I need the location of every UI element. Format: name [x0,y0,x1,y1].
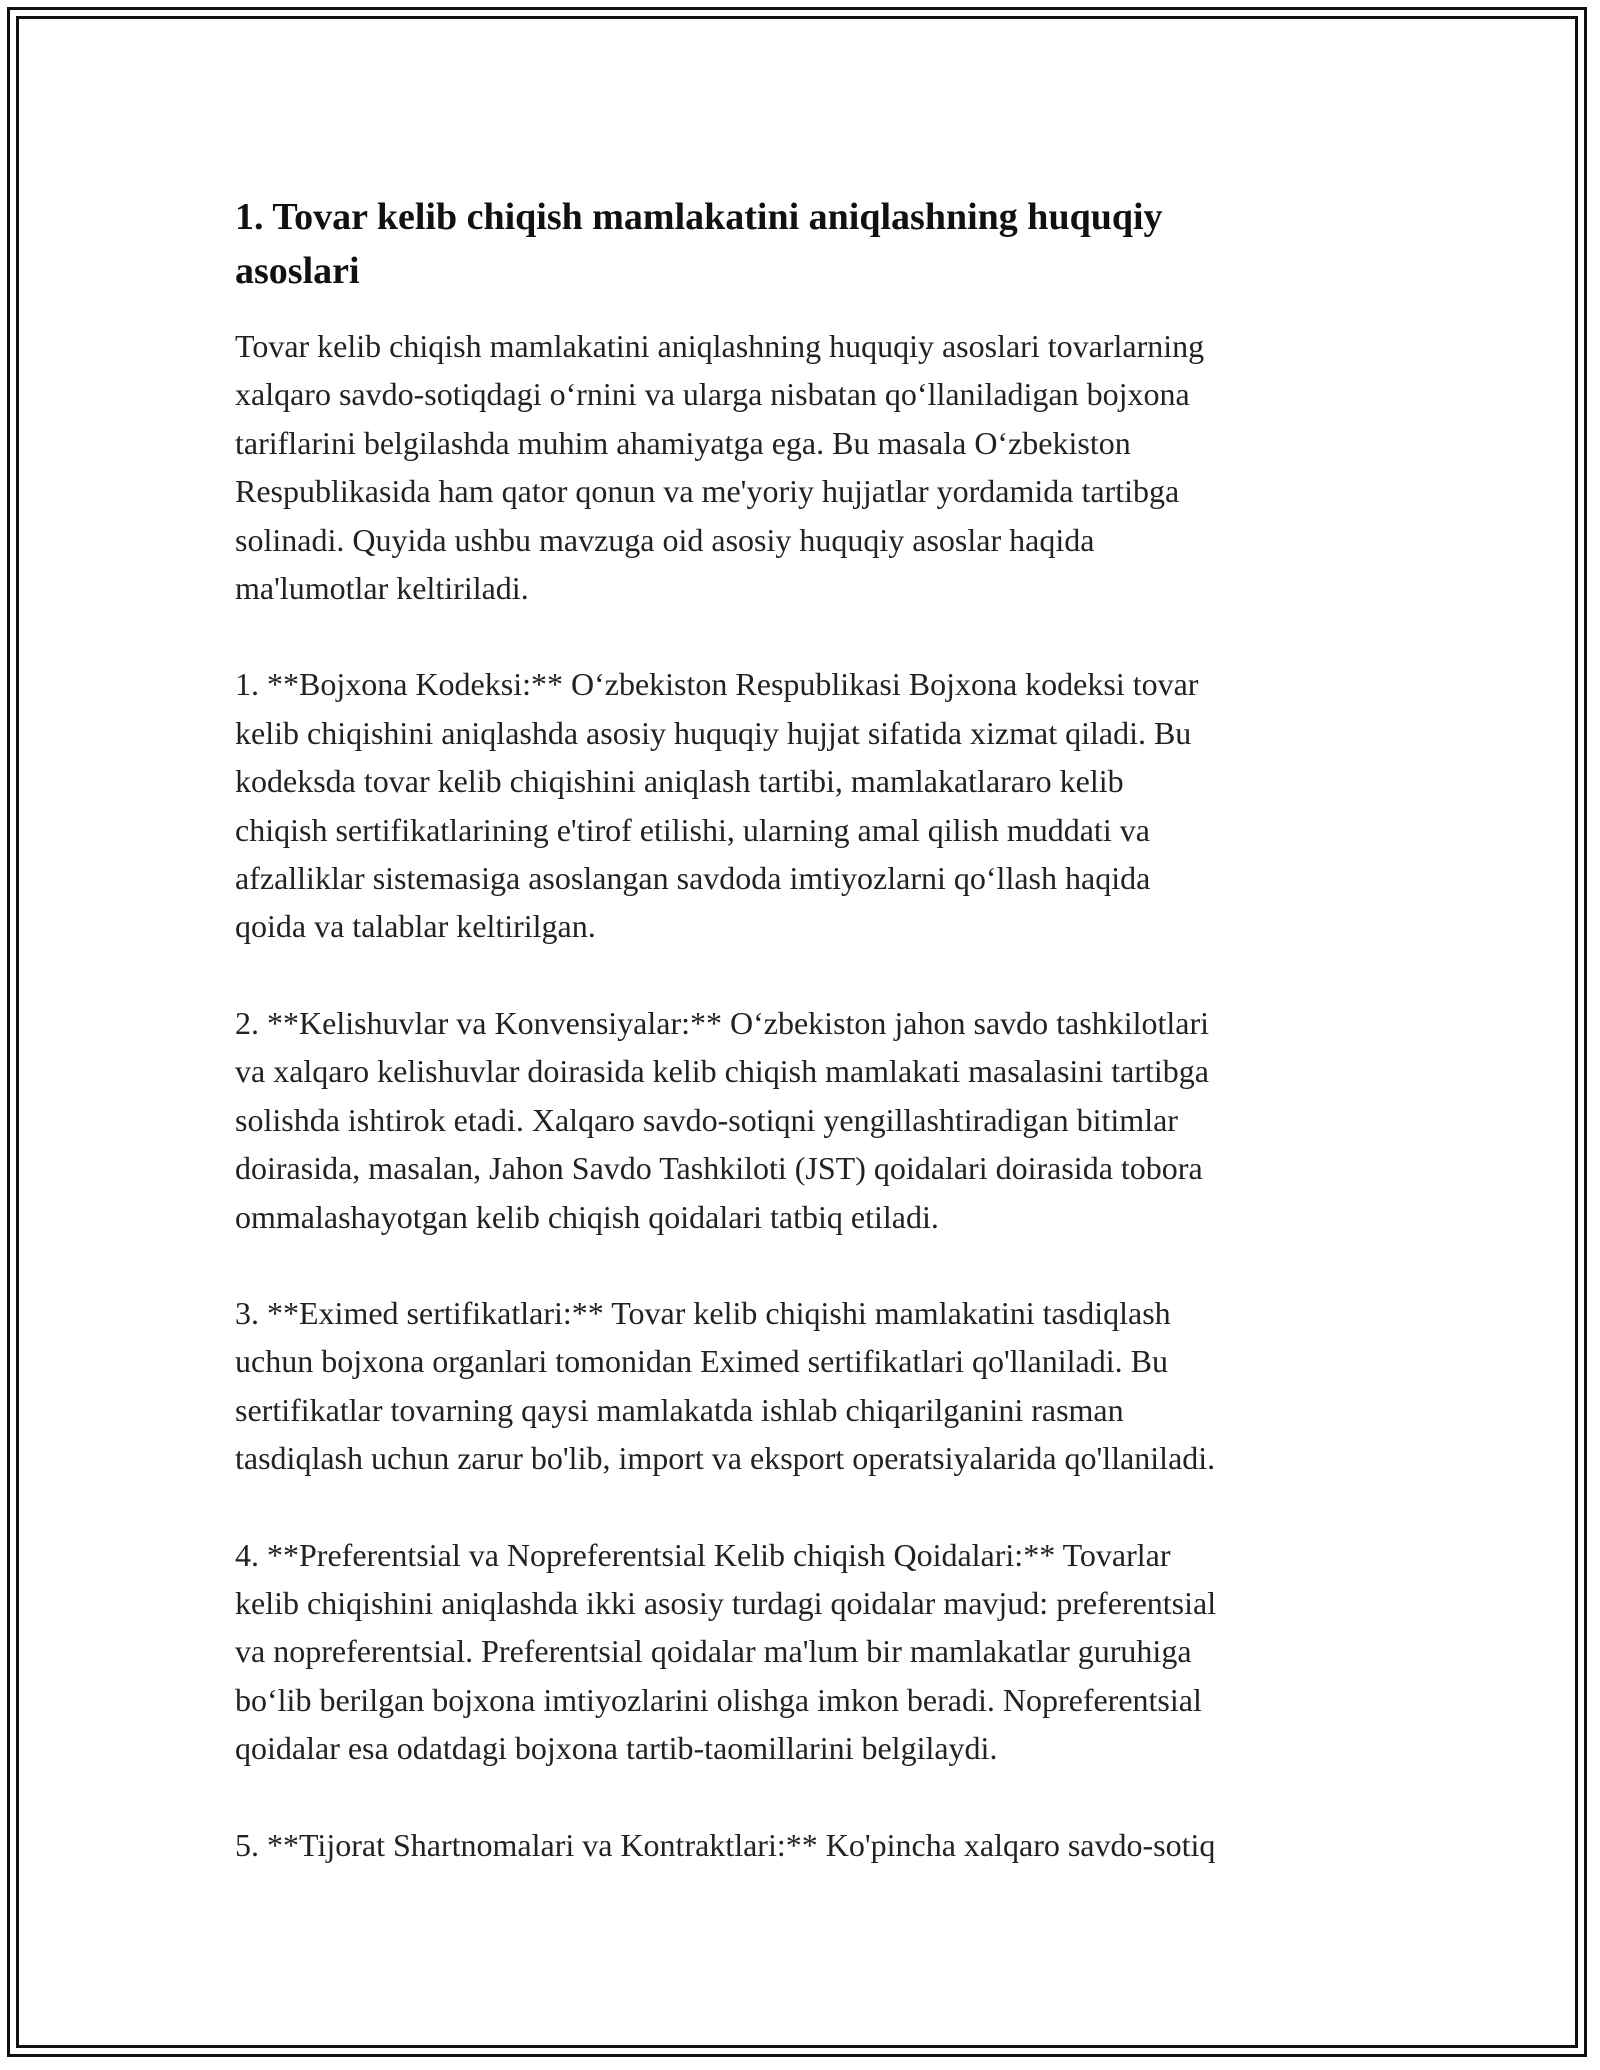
list-item-preferentsial: 4. **Preferentsial va Nopreferentsial Kelib chiqish Qoidalari:** Tovarlar kelib chiqishini aniqlashda ikki asosiy turdagi qoidalar mavjud: preferentsial va nopreferentsial. Preferentsial qoidalar ma'lum bir mamlakatlar guruhiga bo‘lib berilgan bojxona imtiyozlarini olishga imkon beradi. Nopreferentsial qoidalar esa odatdagi bojxona tartib-taomillarini belgilaydi. [235,1536,1217,1767]
list-item-bojxona-kodeksi: 1. **Bojxona Kodeksi:** O‘zbekiston Respublikasi Bojxona kodeksi tovar kelib chiqishini aniqlashda asosiy huquqiy hujjat sifatida xizmat qiladi. Bu kodeksda tovar kelib chiqishini aniqlash tartibi, mamlakatlararo kelib chiqish sertifikatlarining e'tirof etilishi, ularning amal qilish muddati va afzalliklar sistemasiga asoslangan savdoda imtiyozlarni qo‘llash haqida qoida va talablar keltirilgan. [235,666,1199,945]
list-item-kelishuvlar: 2. **Kelishuvlar va Konvensiyalar:** O‘zbekiston jahon savdo tashkilotlari va xalqaro kelishuvlar doirasida kelib chiqish mamlakati masalasini tartibga solishda ishtirok etadi. Xalqaro savdo-sotiqni yengillashtiradigan bitimlar doirasida, masalan, Jahon Savdo Tashkiloti (JST) qoidalari doirasida tobora ommalashayotgan kelib chiqish qoidalari tatbiq etiladi. [235,1004,1210,1235]
document-body [235,190,1375,1917]
intro-paragraph: Tovar kelib chiqish mamlakatini aniqlashning huquqiy asoslari tovarlarning xalqaro savdo-sotiqdagi o‘rnini va ularga nisbatan qo‘llaniladigan bojxona tariflarini belgilashda muhim ahamiyatga ega. Bu masala O‘zbekiston Respublikasida ham qator qonun va me'yoriy hujjatlar yordamida tartibga solinadi. Quyida ushbu mavzuga oid asosiy huquqiy asoslar haqida ma'lumotlar keltiriladi. [235,328,1205,607]
list-item-tijorat: 5. **Tijorat Shartnomalari va Kontraktlari:** Ko'pincha xalqaro savdo-sotiq [235,1826,1216,1863]
section-heading: 1. Tovar kelib chiqish mamlakatini aniqlashning huquqiy asoslari [235,196,1163,292]
list-item-eximed: 3. **Eximed sertifikatlari:** Tovar kelib chiqishi mamlakatini tasdiqlash uchun bojxona organlari tomonidan Eximed sertifikatlari qo'llaniladi. Bu sertifikatlar tovarning qaysi mamlakatda ishlab chiqarilganini rasman tasdiqlash uchun zarur bo'lib, import va eksport operatsiyalarida qo'llaniladi. [235,1294,1216,1477]
